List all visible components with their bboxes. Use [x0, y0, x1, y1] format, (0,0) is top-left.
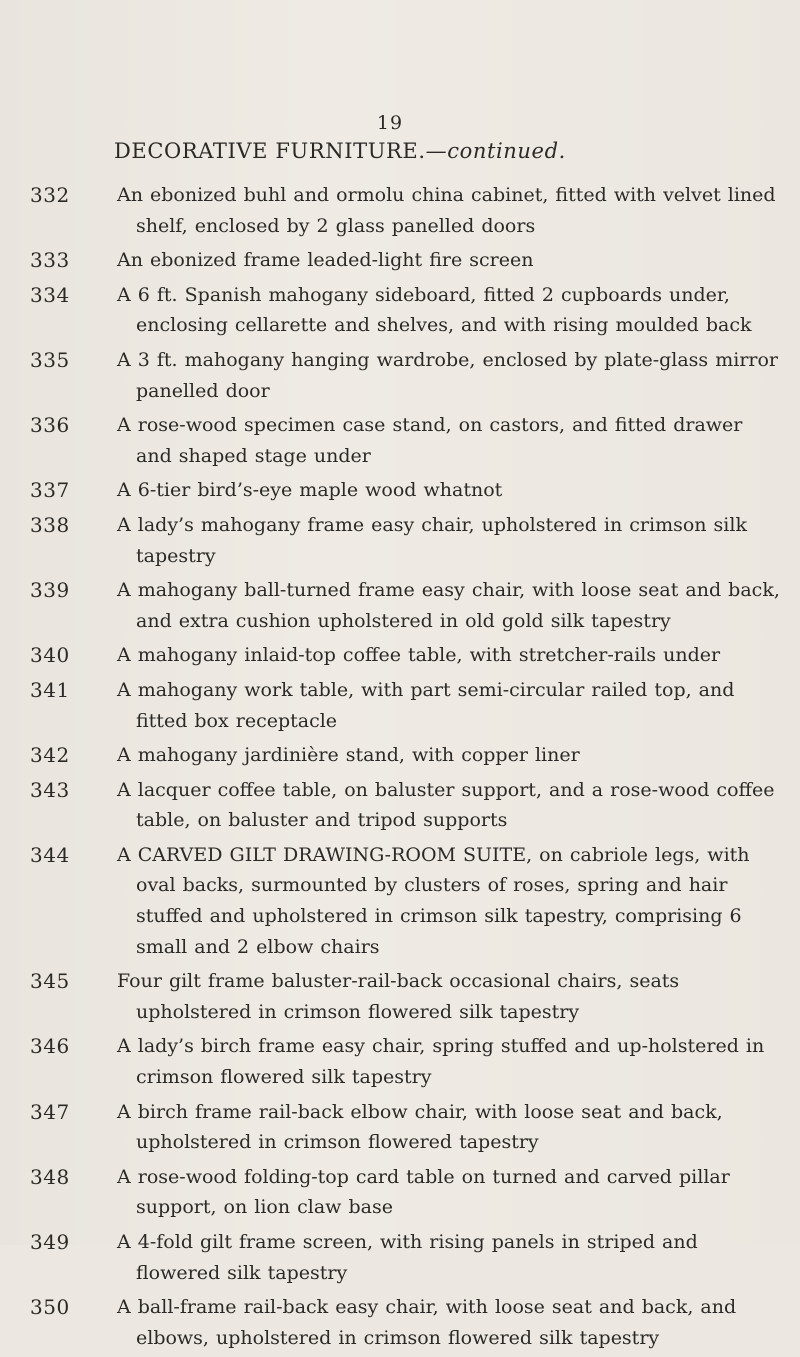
lot-entry: [0, 740, 800, 771]
lot-entry: [0, 180, 800, 241]
lot-description: A mahogany jardinière stand, with copper liner: [117, 744, 580, 767]
lot-description: A lacquer coffee table, on baluster support, and a rose-wood coffee table, on baluster and tripod supports: [117, 778, 775, 832]
lot-number: 338: [30, 512, 70, 537]
lot-entry: [0, 475, 800, 506]
lot-number: 349: [30, 1230, 70, 1254]
lot-entry: [0, 575, 800, 636]
lot-number: 344: [30, 842, 70, 867]
lot-description: A lady’s birch frame easy chair, spring stuffed and up-holstered in crimson flowered silk tapestry: [117, 1035, 765, 1089]
lot-number: 348: [30, 1164, 70, 1189]
lot-description: A 6-tier bird’s-eye maple wood whatnot: [117, 479, 503, 502]
lot-entry: [0, 675, 800, 736]
lot-number: 337: [30, 478, 70, 503]
lot-number: 332: [30, 183, 70, 207]
lot-number: 335: [30, 347, 70, 372]
lot-entry: [0, 966, 800, 1027]
lot-entry: [0, 1097, 800, 1158]
lot-description: A 4-fold gilt frame screen, with rising panels in striped and flowered silk tapestry: [117, 1231, 698, 1284]
lot-entry: [0, 1227, 800, 1288]
lot-entry: [0, 1292, 800, 1353]
lot-number: 333: [30, 248, 70, 273]
lot-number: 347: [30, 1099, 70, 1124]
lot-description: A 3 ft. mahogany hanging wardrobe, enclosed by plate-glass mirror panelled door: [117, 348, 779, 402]
lot-entry: [0, 410, 800, 471]
lot-description: A ball-frame rail-back easy chair, with loose seat and back, and elbows, upholstered in crimson flowered silk tapestry: [117, 1296, 737, 1349]
lot-description: A CARVED GILT DRAWING-ROOM SUITE, on cabriole legs, with oval backs, surmounted by clusters of roses, spring and hair stuffed and upholstered in crimson silk tapestry, comprising 6 small and 2 elbow chairs: [117, 843, 750, 958]
lot-description: Four gilt frame baluster-rail-back occasional chairs, seats upholstered in crimson flowered silk tapestry: [117, 970, 680, 1023]
section-heading: [114, 139, 764, 163]
lot-entry: [0, 1031, 800, 1092]
lot-entry: [0, 1162, 800, 1223]
page-number: 19: [376, 112, 404, 134]
lot-description: A lady’s mahogany frame easy chair, upholstered in crimson silk tapestry: [117, 513, 747, 567]
lot-description: An ebonized buhl and ormolu china cabinet, fitted with velvet lined shelf, enclosed by 2 glass panelled doors: [117, 184, 776, 237]
lot-number: 346: [30, 1034, 70, 1059]
lot-entry: [0, 245, 800, 276]
lot-description: A rose-wood specimen case stand, on castors, and fitted drawer and shaped stage under: [117, 414, 743, 467]
lot-description: A rose-wood folding-top card table on turned and carved pillar support, on lion claw base: [117, 1165, 730, 1219]
lot-number: 350: [30, 1295, 70, 1320]
section-heading-continued: —continued.: [425, 139, 566, 163]
lot-number: 340: [30, 643, 70, 668]
lot-description: A mahogany ball-turned frame easy chair, with loose seat and back, and extra cushion upholstered in old gold silk tapestry: [117, 579, 780, 632]
lot-entry: [0, 840, 800, 962]
lot-entry: [0, 640, 800, 671]
lot-entry: [0, 280, 800, 341]
lot-entry: [0, 345, 800, 406]
section-heading-title: DECORATIVE FURNITURE.: [114, 139, 426, 163]
lot-description: A mahogany inlaid-top coffee table, with stretcher-rails under: [117, 644, 721, 667]
lot-entry: [0, 775, 800, 836]
lot-number: 339: [30, 578, 70, 603]
lot-list: [0, 180, 800, 1357]
lot-description: A mahogany work table, with part semi-circular railed top, and fitted box receptacle: [117, 678, 735, 732]
lot-entry: [0, 510, 800, 571]
lot-number: 342: [30, 743, 70, 768]
lot-description: A 6 ft. Spanish mahogany sideboard, fitted 2 cupboards under, enclosing cellarette and shelves, and with rising moulded back: [117, 283, 752, 337]
lot-number: 341: [30, 677, 70, 702]
lot-number: 336: [30, 413, 70, 438]
lot-number: 343: [30, 777, 70, 802]
lot-number: 345: [30, 969, 70, 994]
lot-number: 334: [30, 282, 70, 307]
lot-description: A birch frame rail-back elbow chair, with loose seat and back, upholstered in crimson flowered tapestry: [117, 1100, 723, 1154]
lot-description: An ebonized frame leaded-light fire screen: [117, 249, 534, 272]
